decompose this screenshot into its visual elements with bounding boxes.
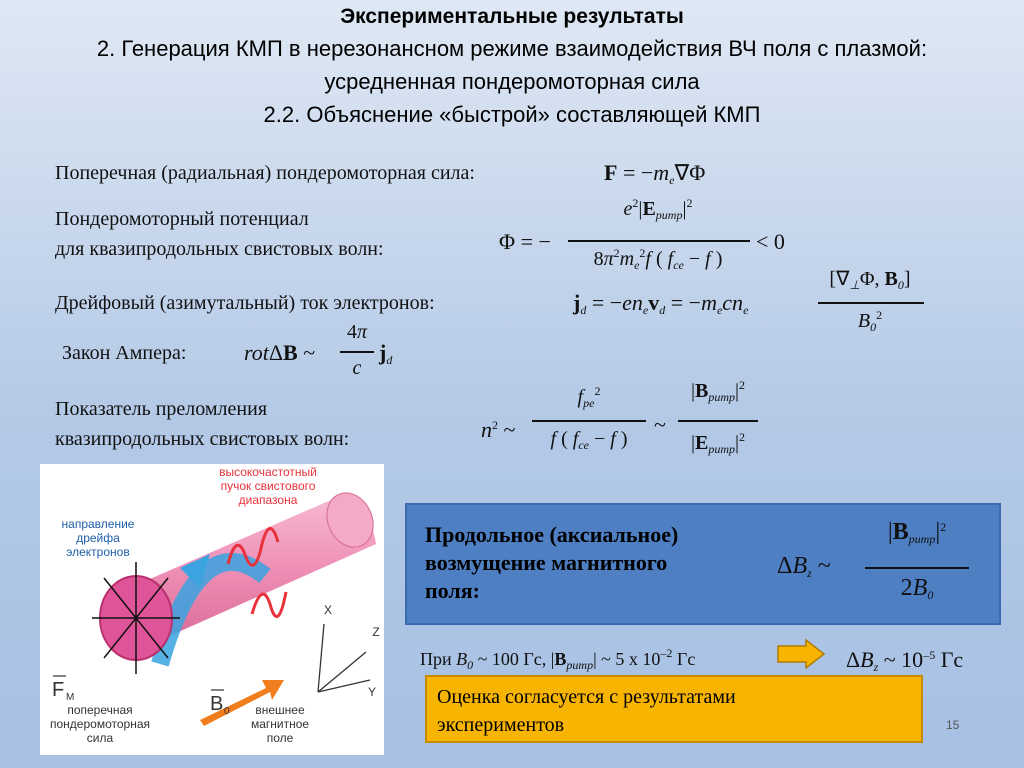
estimate-conditions: При $B_0$ ~ 100 Гс, $|B_{pump}|$ ~ 5 х $10^{-2}$ Гс: [420, 646, 696, 672]
transverse-force-formula: $F = -m_e\nabla\Phi$: [604, 160, 706, 187]
drift-label-3: электронов: [66, 545, 130, 559]
radial-force-arrows: [92, 562, 180, 674]
plasma-column-illustration: [40, 464, 384, 755]
fm-symbol-sub: M: [66, 692, 75, 703]
coordinate-axes: [318, 624, 370, 692]
hf-label-1: высокочастотный: [219, 465, 317, 479]
b0-symbol-sub: 0: [224, 706, 230, 717]
transverse-force-label: Поперечная (радиальная) пондеромоторная сила:: [55, 162, 475, 184]
slide-subtitle-line1: 2. Генерация КМП в нерезонансном режиме взаимодействия ВЧ поля с плазмой:: [96, 36, 928, 61]
b0-label-2: магнитное: [250, 717, 310, 731]
potential-label-1: Пондеромоторный потенциал: [55, 208, 309, 230]
b0-symbol: B: [210, 693, 224, 715]
slide-title: Экспериментальные результаты: [340, 5, 684, 28]
axis-z-label: Z: [372, 625, 380, 639]
axis-y-label: Y: [367, 685, 377, 699]
conclusion-line-2: экспериментов: [437, 714, 565, 736]
drift-label-1: направление: [61, 517, 135, 531]
axis-x-label: X: [323, 603, 333, 617]
b0-label-3: поле: [266, 731, 294, 745]
page-number: 15: [946, 718, 960, 732]
axial-perturbation-box: Продольное (аксиальное) возмущение магнитного поля: $\Delta B_z$ ~ $|B_{pump}|^2$ $2B_0$: [405, 503, 1001, 625]
fm-label-1: поперечная: [67, 703, 133, 717]
slide-subtitle-line2: усредненная пондеромоторная сила: [324, 69, 700, 94]
section-title: 2.2. Объяснение «быстрой» составляющей КМП: [263, 102, 761, 127]
estimate-result: $\Delta B_z$ ~ $10^{-5}$ Гс: [846, 647, 964, 674]
refraction-label-1: Показатель преломления: [55, 398, 268, 420]
estimate-arrow: [776, 638, 826, 670]
illustration-svg: [40, 464, 384, 755]
refraction-label-2: квазипродольных свистовых волн:: [55, 428, 350, 450]
ampere-label: Закон Ампера:: [62, 342, 187, 364]
potential-label-2: для квазипродольных свистовых волн:: [55, 238, 384, 260]
conclusion-line-1: Оценка согласуется с результатами: [437, 686, 736, 708]
fm-symbol: F: [52, 679, 65, 701]
axial-perturbation-text: Продольное (аксиальное) возмущение магнитного поля:: [425, 522, 679, 603]
drift-label-2: дрейфа: [76, 531, 120, 545]
hf-label-2: пучок свистового: [220, 479, 316, 493]
conclusion-box: [425, 675, 923, 743]
hf-label-3: диапазона: [238, 493, 298, 507]
drift-current-label: Дрейфовый (азимутальный) ток электронов:: [55, 292, 435, 314]
b0-label-1: внешнее: [255, 703, 305, 717]
fm-label-3: сила: [86, 731, 114, 745]
fm-label-2: пондеромоторная: [50, 717, 150, 731]
